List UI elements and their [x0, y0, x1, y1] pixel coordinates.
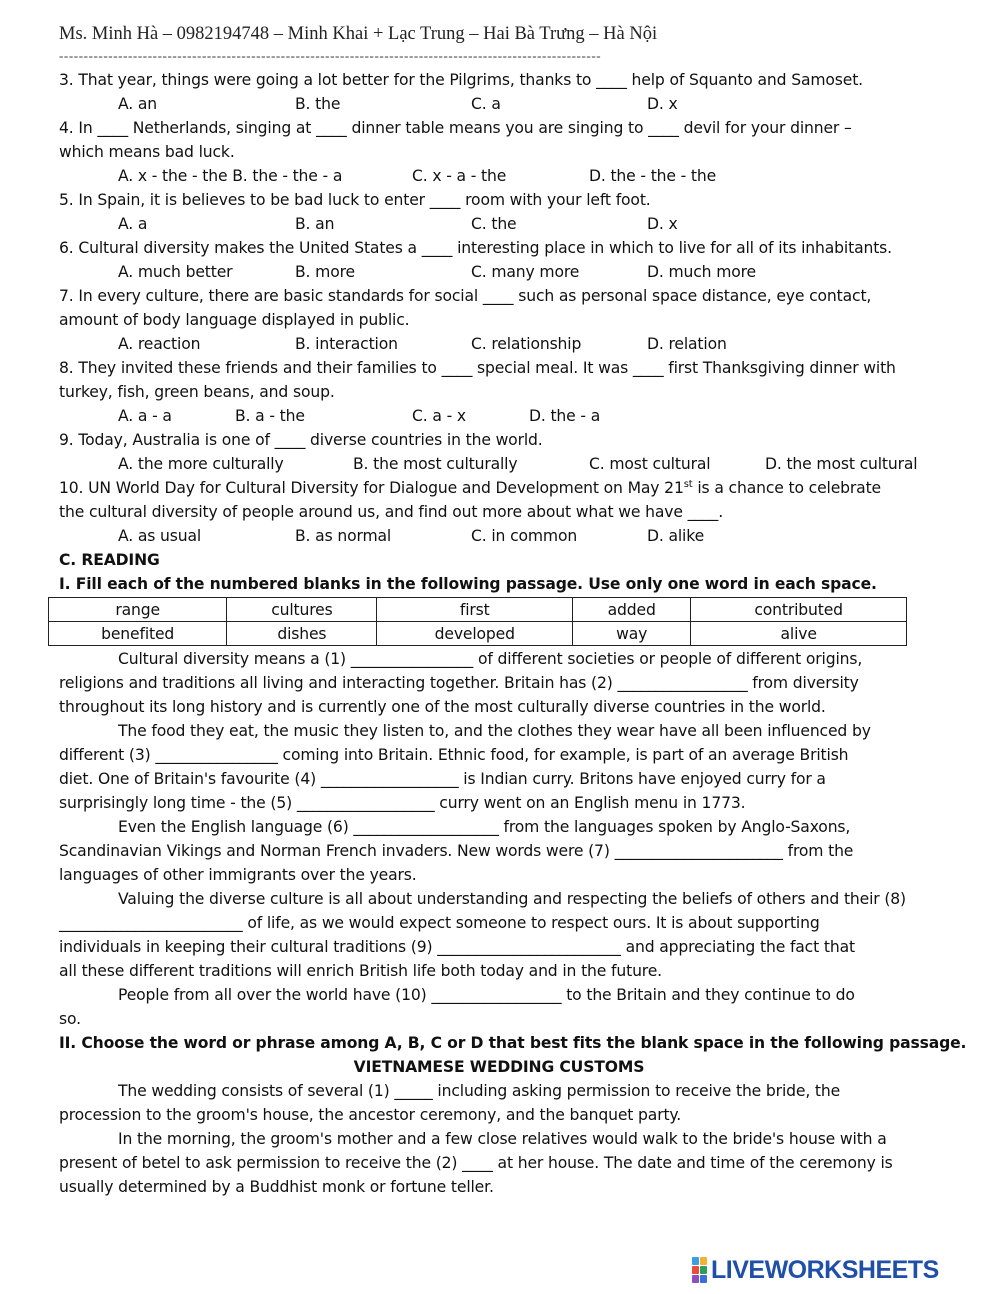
word-cell: contributed [691, 598, 907, 622]
word-cell: developed [377, 622, 573, 646]
option-c[interactable]: C. the [471, 215, 517, 233]
passage-line: languages of other immigrants over the years. [59, 866, 417, 884]
passage-line: Valuing the diverse culture is all about understanding and respecting the beliefs of others and their (8) [118, 890, 906, 908]
logo-block [700, 1266, 707, 1274]
passage-line: Even the English language (6) ___________________ from the languages spoken by Anglo-Saxons, [118, 818, 851, 836]
option-d[interactable]: D. the - a [529, 407, 601, 425]
passage-line: surprisingly long time - the (5) __________________ curry went on an English menu in 1773. [59, 794, 746, 812]
answer-options [59, 260, 939, 284]
option-c[interactable]: C. many more [471, 263, 580, 281]
option-c[interactable]: C. a - x [412, 407, 466, 425]
question-text-continued: amount of body language displayed in public. [59, 311, 410, 329]
part1-instruction: I. Fill each of the numbered blanks in the following passage. Use only one word in each space. [59, 575, 877, 593]
option-a[interactable]: A. an [118, 95, 157, 113]
word-cell: benefited [49, 622, 227, 646]
logo-block [692, 1275, 699, 1283]
question-text: 9. Today, Australia is one of ____ diverse countries in the world. [59, 431, 543, 449]
option-d[interactable]: D. relation [647, 335, 727, 353]
option-c[interactable]: C. a [471, 95, 501, 113]
question-5 [59, 188, 939, 236]
question-text: 10. UN World Day for Cultural Diversity for Dialogue and Development on May 21st is a chance to celebrate [59, 478, 881, 497]
passage-line: The food they eat, the music they listen to, and the clothes they wear have all been influenced by [118, 722, 871, 740]
option-c[interactable]: C. in common [471, 527, 578, 545]
question-text: 8. They invited these friends and their families to ____ special meal. It was ____ first Thanksgiving dinner with [59, 359, 896, 377]
option-b[interactable]: B. as normal [295, 527, 392, 545]
option-d[interactable]: D. alike [647, 527, 705, 545]
option-d[interactable]: D. the - the - the [589, 167, 717, 185]
word-cell: range [49, 598, 227, 622]
question-4 [59, 116, 939, 188]
part2-instruction: II. Choose the word or phrase among A, B, C or D that best fits the blank space in the following passage. [59, 1034, 967, 1052]
question-text: 7. In every culture, there are basic standards for social ____ such as personal space distance, eye contact, [59, 287, 872, 305]
logo-block [700, 1257, 707, 1265]
question-text: 5. In Spain, it is believes to be bad luck to enter ____ room with your left foot. [59, 191, 651, 209]
word-box-row [49, 598, 907, 622]
option-b[interactable]: B. the most culturally [353, 455, 518, 473]
option-a[interactable]: A. a - a [118, 407, 172, 425]
question-10 [59, 476, 939, 548]
passage-line: throughout its long history and is currently one of the most culturally diverse countries in the world. [59, 698, 826, 716]
option-b[interactable]: B. a - the [235, 407, 305, 425]
word-cell: added [573, 598, 691, 622]
option-a[interactable]: A. the more culturally [118, 455, 284, 473]
liveworksheets-logo [692, 1256, 939, 1284]
passage-line: procession to the groom's house, the ancestor ceremony, and the banquet party. [59, 1106, 682, 1124]
option-d[interactable]: D. x [647, 95, 678, 113]
option-a[interactable]: A. much better [118, 263, 233, 281]
option-b[interactable]: B. more [295, 263, 355, 281]
section-heading: C. READING [59, 551, 160, 569]
question-8 [59, 356, 939, 428]
passage-line: Cultural diversity means a (1) ________________ of different societies or people of different origins, [118, 650, 863, 668]
answer-options [59, 452, 939, 476]
option-d[interactable]: D. much more [647, 263, 757, 281]
passage-line: In the morning, the groom's mother and a few close relatives would walk to the bride's house with a [118, 1130, 887, 1148]
passage-title: VIETNAMESE WEDDING CUSTOMS [353, 1058, 645, 1076]
passage-2 [59, 1079, 939, 1199]
answer-options [59, 332, 939, 356]
passage-line: People from all over the world have (10) _________________ to the Britain and they continue to do [118, 986, 855, 1004]
question-text: 6. Cultural diversity makes the United States a ____ interesting place in which to live for all of its inhabitants. [59, 239, 892, 257]
option-d[interactable]: D. x [647, 215, 678, 233]
logo-block [692, 1257, 699, 1265]
word-box-row [49, 622, 907, 646]
question-6 [59, 236, 939, 284]
answer-options [59, 92, 939, 116]
option-b[interactable]: B. interaction [295, 335, 398, 353]
page-header: Ms. Minh Hà – 0982194748 – Minh Khai + Lạc Trung – Hai Bà Trưng – Hà Nội [59, 24, 658, 44]
answer-options [59, 404, 939, 428]
passage-line: The wedding consists of several (1) _____ including asking permission to receive the bride, the [118, 1082, 841, 1100]
word-cell: alive [691, 622, 907, 646]
passage-line: so. [59, 1010, 81, 1028]
question-3 [59, 68, 939, 116]
answer-options [59, 164, 939, 188]
word-cell: way [573, 622, 691, 646]
question-7 [59, 284, 939, 356]
option-a[interactable]: A. a [118, 215, 148, 233]
word-cell: first [377, 598, 573, 622]
answer-options [59, 524, 939, 548]
logo-block [700, 1275, 707, 1283]
question-text-continued: turkey, fish, green beans, and soup. [59, 383, 335, 401]
option-a[interactable]: A. as usual [118, 527, 202, 545]
passage-line: all these different traditions will enrich British life both today and in the future. [59, 962, 662, 980]
option-a-b[interactable]: A. x - the - the B. the - the - a [118, 167, 343, 185]
question-text-continued: which means bad luck. [59, 143, 235, 161]
option-c[interactable]: C. relationship [471, 335, 582, 353]
option-c[interactable]: C. most cultural [589, 455, 711, 473]
option-a[interactable]: A. reaction [118, 335, 201, 353]
passage-line: different (3) ________________ coming into Britain. Ethnic food, for example, is part of an average British [59, 746, 849, 764]
ordinal-suffix: st [683, 478, 693, 490]
passage-line: present of betel to ask permission to receive the (2) ____ at her house. The date and time of the ceremony is [59, 1154, 893, 1172]
word-cell: cultures [227, 598, 377, 622]
question-text-continued: the cultural diversity of people around us, and find out more about what we have ____. [59, 503, 723, 521]
option-c[interactable]: C. x - a - the [412, 167, 507, 185]
option-b[interactable]: B. the [295, 95, 341, 113]
word-box [48, 597, 907, 646]
question-text: 3. That year, things were going a lot better for the Pilgrims, thanks to ____ help of Squanto and Samoset. [59, 71, 863, 89]
header-rule: -------------------------------------------------------------------------------------------------------------- [59, 49, 602, 63]
question-text: 4. In ____ Netherlands, singing at ____ dinner table means you are singing to ____ devil for your dinner – [59, 119, 852, 137]
option-b[interactable]: B. an [295, 215, 335, 233]
passage-line: individuals in keeping their cultural traditions (9) ________________________ and appreciating the fact that [59, 938, 855, 956]
logo-mark-icon [692, 1257, 707, 1283]
word-cell: dishes [227, 622, 377, 646]
passage-line: ________________________ of life, as we would expect someone to respect ours. It is about supporting [59, 914, 820, 932]
worksheet-content [59, 68, 967, 1199]
option-d[interactable]: D. the most cultural [765, 455, 918, 473]
passage-1 [59, 647, 939, 1031]
logo-block [692, 1266, 699, 1274]
question-9 [59, 428, 939, 476]
passage-line: diet. One of Britain's favourite (4) __________________ is Indian curry. Britons have enjoyed curry for a [59, 770, 826, 788]
answer-options [59, 212, 939, 236]
passage-line: usually determined by a Buddhist monk or fortune teller. [59, 1178, 494, 1196]
passage-line: Scandinavian Vikings and Norman French invaders. New words were (7) ______________________ from the [59, 842, 854, 860]
logo-text: LIVEWORKSHEETS [711, 1255, 939, 1284]
passage-line: religions and traditions all living and interacting together. Britain has (2) _________________ from diversity [59, 674, 859, 692]
